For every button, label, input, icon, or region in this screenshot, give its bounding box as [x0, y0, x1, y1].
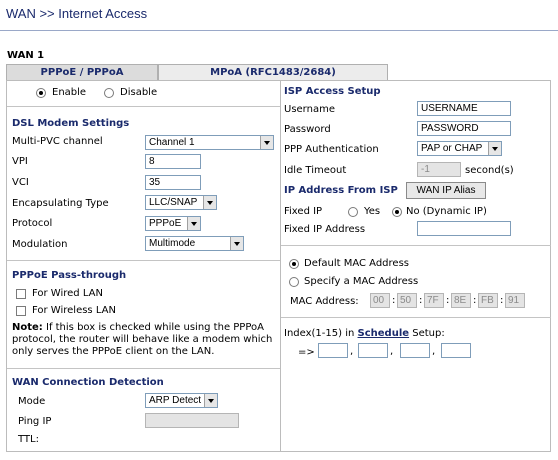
- multipvc-value: Channel 1: [149, 137, 195, 148]
- mac-octet-3[interactable]: 7F: [424, 293, 444, 308]
- chevron-down-icon: [204, 394, 217, 407]
- wireless-lan-label: For Wireless LAN: [32, 305, 116, 316]
- encapsulation-label: Encapsulating Type: [12, 198, 109, 209]
- ppp-auth-select[interactable]: [417, 141, 502, 156]
- modulation-label: Modulation: [12, 239, 68, 250]
- schedule-index-1[interactable]: [318, 343, 348, 358]
- ping-ip-input[interactable]: [145, 413, 239, 428]
- divider: [281, 245, 551, 246]
- wired-lan-checkbox[interactable]: [16, 289, 26, 299]
- wired-lan-label: For Wired LAN: [32, 288, 103, 299]
- schedule-index-line: [284, 328, 445, 339]
- password-input[interactable]: PASSWORD: [417, 121, 511, 136]
- ppp-auth-value: PAP or CHAP: [421, 143, 483, 154]
- idle-timeout-label: Idle Timeout: [284, 165, 347, 176]
- isp-access-heading: ISP Access Setup: [284, 86, 381, 97]
- vpi-label: VPI: [12, 156, 28, 167]
- username-input[interactable]: USERNAME: [417, 101, 511, 116]
- divider: [7, 106, 280, 107]
- ttl-label: TTL:: [18, 434, 39, 445]
- disable-radio[interactable]: [104, 88, 114, 98]
- protocol-label: Protocol: [12, 218, 53, 229]
- protocol-select[interactable]: [145, 216, 201, 231]
- mac-octet-6[interactable]: 91: [505, 293, 525, 308]
- schedule-index-prefix: Index(1-15) in: [284, 328, 355, 339]
- tab-pppoe-pppoa[interactable]: PPPoE / PPPoA: [6, 64, 158, 80]
- schedule-link[interactable]: Schedule: [357, 328, 410, 339]
- wan-label: WAN 1: [7, 50, 45, 61]
- vpi-input[interactable]: 8: [145, 154, 201, 169]
- schedule-comma: ,: [390, 346, 394, 357]
- mac-octet-1[interactable]: 00: [370, 293, 390, 308]
- enable-radio[interactable]: [36, 88, 46, 98]
- chevron-down-icon: [260, 136, 273, 149]
- schedule-comma: ,: [350, 346, 354, 357]
- username-label: Username: [284, 104, 335, 115]
- mac-separator: :: [473, 295, 477, 306]
- default-mac-label: Default MAC Address: [304, 258, 409, 269]
- mode-label: Mode: [18, 396, 46, 407]
- column-divider: [280, 80, 281, 452]
- divider: [7, 368, 280, 369]
- note-text: If this box is checked while using the PPPoA protocol, the router will behave like a modem which only serves the PPPoE client on the LAN.: [12, 322, 273, 357]
- mac-separator: :: [392, 295, 396, 306]
- schedule-index-4[interactable]: [441, 343, 471, 358]
- chevron-down-icon: [230, 237, 243, 250]
- schedule-index-2[interactable]: [358, 343, 388, 358]
- schedule-index-3[interactable]: [400, 343, 430, 358]
- mode-select[interactable]: [145, 393, 218, 408]
- wan-ip-alias-button[interactable]: WAN IP Alias: [406, 182, 486, 199]
- page-title: WAN >> Internet Access: [6, 6, 148, 21]
- multipvc-label: Multi-PVC channel: [12, 136, 103, 147]
- password-label: Password: [284, 124, 331, 135]
- idle-timeout-input[interactable]: -1: [417, 162, 461, 177]
- ping-ip-label: Ping IP: [18, 416, 52, 427]
- wan-connection-detection-heading: WAN Connection Detection: [12, 377, 164, 388]
- chevron-down-icon: [187, 217, 200, 230]
- mac-octet-2[interactable]: 50: [397, 293, 417, 308]
- pppoe-passthrough-heading: PPPoE Pass-through: [12, 270, 127, 281]
- ip-from-isp-heading: IP Address From ISP: [284, 185, 398, 196]
- modulation-value: Multimode: [149, 238, 196, 249]
- protocol-value: PPPoE: [149, 218, 182, 229]
- tab-mpoa[interactable]: MPoA (RFC1483/2684): [158, 64, 388, 80]
- fixed-ip-no-radio[interactable]: [392, 207, 402, 217]
- title-divider: [0, 30, 558, 31]
- fixed-ip-label: Fixed IP: [284, 206, 323, 217]
- ppp-auth-label: PPP Authentication: [284, 144, 379, 155]
- fixed-ip-yes-radio[interactable]: [348, 207, 358, 217]
- idle-timeout-unit: second(s): [465, 165, 514, 176]
- mac-separator: :: [500, 295, 504, 306]
- encapsulation-value: LLC/SNAP: [149, 197, 198, 208]
- note-label: Note:: [12, 322, 43, 333]
- enable-label: Enable: [52, 87, 87, 98]
- wireless-lan-checkbox[interactable]: [16, 306, 26, 316]
- encapsulation-select[interactable]: [145, 195, 217, 210]
- passthrough-note: [12, 322, 277, 358]
- specify-mac-label: Specify a MAC Address: [304, 276, 419, 287]
- chevron-down-icon: [488, 142, 501, 155]
- mac-octet-5[interactable]: FB: [478, 293, 498, 308]
- mac-separator: :: [419, 295, 423, 306]
- fixed-ip-yes-label: Yes: [364, 206, 381, 217]
- fixed-ip-no-label: No (Dynamic IP): [406, 206, 487, 217]
- disable-label: Disable: [120, 87, 158, 98]
- fixed-ip-address-input[interactable]: [417, 221, 511, 236]
- mac-octet-4[interactable]: 8E: [451, 293, 471, 308]
- schedule-index-suffix: Setup:: [412, 328, 445, 339]
- vci-label: VCI: [12, 177, 29, 188]
- divider: [281, 317, 551, 318]
- fixed-ip-address-label: Fixed IP Address: [284, 224, 366, 235]
- multipvc-select[interactable]: [145, 135, 274, 150]
- dsl-modem-heading: DSL Modem Settings: [12, 118, 130, 129]
- specify-mac-radio[interactable]: [289, 277, 299, 287]
- default-mac-radio[interactable]: [289, 259, 299, 269]
- vci-input[interactable]: 35: [145, 175, 201, 190]
- mode-value: ARP Detect: [149, 395, 202, 406]
- schedule-arrow-label: =>: [298, 347, 315, 358]
- chevron-down-icon: [203, 196, 216, 209]
- schedule-comma: ,: [432, 346, 436, 357]
- mac-separator: :: [446, 295, 450, 306]
- mac-address-label: MAC Address:: [290, 296, 359, 307]
- divider: [7, 260, 280, 261]
- modulation-select[interactable]: [145, 236, 244, 251]
